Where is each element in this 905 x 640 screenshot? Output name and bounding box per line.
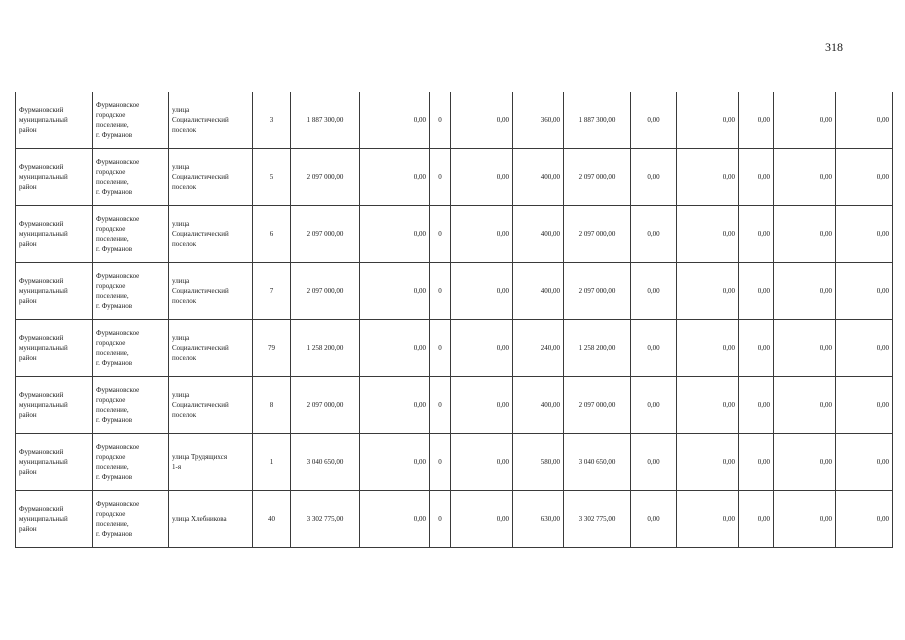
area-cell: 400,00 [513,263,564,320]
table-row [16,491,893,548]
value-cell: 0,00 [774,92,836,149]
value-cell: 0,00 [451,491,513,548]
table-row [16,149,893,206]
house-number-cell: 3 [253,92,291,149]
page-number: 318 [825,40,843,54]
amount-cell: 2 097 000,00 [564,149,631,206]
house-number-cell: 79 [253,320,291,377]
value-cell: 0,00 [677,377,739,434]
house-number-cell: 6 [253,206,291,263]
district-cell: Фурмановский муниципальный район [16,92,93,149]
settlement-cell: Фурмановское городское поселение, г. Фурманов [93,377,169,434]
area-cell: 400,00 [513,149,564,206]
value-cell: 0,00 [451,320,513,377]
value-cell: 0,00 [631,377,677,434]
street-cell: улица Социалистический поселок [169,377,253,434]
amount-cell: 2 097 000,00 [291,149,360,206]
table-row [16,263,893,320]
value-cell: 0,00 [360,149,430,206]
value-cell: 0,00 [451,377,513,434]
value-cell: 0,00 [836,491,893,548]
value-cell: 0,00 [631,491,677,548]
settlement-cell: Фурмановское городское поселение, г. Фурманов [93,434,169,491]
value-cell: 0,00 [836,377,893,434]
settlement-cell: Фурмановское городское поселение, г. Фурманов [93,320,169,377]
amount-cell: 1 887 300,00 [564,92,631,149]
value-cell: 0,00 [774,149,836,206]
street-cell: улица Трудящихся 1-я [169,434,253,491]
settlement-cell: Фурмановское городское поселение, г. Фурманов [93,92,169,149]
street-cell: улица Социалистический поселок [169,206,253,263]
value-cell: 0,00 [451,149,513,206]
value-cell: 0,00 [836,320,893,377]
value-cell: 0,00 [836,206,893,263]
value-cell: 0,00 [451,206,513,263]
district-cell: Фурмановский муниципальный район [16,320,93,377]
house-number-cell: 40 [253,491,291,548]
area-cell: 400,00 [513,377,564,434]
count-cell: 0 [430,491,451,548]
area-cell: 400,00 [513,206,564,263]
value-cell: 0,00 [836,149,893,206]
value-cell: 0,00 [677,434,739,491]
settlement-cell: Фурмановское городское поселение, г. Фурманов [93,206,169,263]
district-cell: Фурмановский муниципальный район [16,263,93,320]
value-cell: 0,00 [774,377,836,434]
table-row [16,206,893,263]
amount-cell: 2 097 000,00 [291,377,360,434]
table-row [16,434,893,491]
count-cell: 0 [430,92,451,149]
value-cell: 0,00 [774,206,836,263]
value-cell: 0,00 [836,92,893,149]
value-cell: 0,00 [739,206,774,263]
district-cell: Фурмановский муниципальный район [16,149,93,206]
area-cell: 240,00 [513,320,564,377]
count-cell: 0 [430,149,451,206]
value-cell: 0,00 [774,263,836,320]
value-cell: 0,00 [677,92,739,149]
value-cell: 0,00 [360,320,430,377]
value-cell: 0,00 [774,320,836,377]
amount-cell: 1 258 200,00 [291,320,360,377]
value-cell: 0,00 [360,92,430,149]
value-cell: 0,00 [631,320,677,377]
value-cell: 0,00 [631,206,677,263]
house-number-cell: 8 [253,377,291,434]
district-cell: Фурмановский муниципальный район [16,206,93,263]
settlement-cell: Фурмановское городское поселение, г. Фурманов [93,263,169,320]
value-cell: 0,00 [836,434,893,491]
value-cell: 0,00 [451,263,513,320]
amount-cell: 3 302 775,00 [564,491,631,548]
amount-cell: 1 258 200,00 [564,320,631,377]
area-cell: 630,00 [513,491,564,548]
value-cell: 0,00 [631,149,677,206]
value-cell: 0,00 [836,263,893,320]
value-cell: 0,00 [360,263,430,320]
value-cell: 0,00 [739,434,774,491]
value-cell: 0,00 [451,434,513,491]
amount-cell: 3 040 650,00 [291,434,360,491]
count-cell: 0 [430,377,451,434]
district-cell: Фурмановский муниципальный район [16,377,93,434]
district-cell: Фурмановский муниципальный район [16,434,93,491]
settlement-cell: Фурмановское городское поселение, г. Фурманов [93,149,169,206]
value-cell: 0,00 [360,206,430,263]
value-cell: 0,00 [677,320,739,377]
house-number-cell: 7 [253,263,291,320]
amount-cell: 2 097 000,00 [564,377,631,434]
value-cell: 0,00 [631,434,677,491]
amount-cell: 2 097 000,00 [564,263,631,320]
street-cell: улица Социалистический поселок [169,263,253,320]
value-cell: 0,00 [631,92,677,149]
street-cell: улица Социалистический поселок [169,320,253,377]
value-cell: 0,00 [677,491,739,548]
value-cell: 0,00 [739,320,774,377]
house-number-cell: 5 [253,149,291,206]
area-cell: 580,00 [513,434,564,491]
value-cell: 0,00 [677,206,739,263]
housing-table [15,92,893,548]
amount-cell: 3 302 775,00 [291,491,360,548]
value-cell: 0,00 [739,491,774,548]
value-cell: 0,00 [360,377,430,434]
count-cell: 0 [430,206,451,263]
area-cell: 360,00 [513,92,564,149]
table-row [16,377,893,434]
value-cell: 0,00 [774,434,836,491]
count-cell: 0 [430,320,451,377]
value-cell: 0,00 [739,263,774,320]
settlement-cell: Фурмановское городское поселение, г. Фурманов [93,491,169,548]
value-cell: 0,00 [360,491,430,548]
value-cell: 0,00 [677,149,739,206]
street-cell: улица Хлебникова [169,491,253,548]
district-cell: Фурмановский муниципальный район [16,491,93,548]
value-cell: 0,00 [677,263,739,320]
value-cell: 0,00 [774,491,836,548]
amount-cell: 1 887 300,00 [291,92,360,149]
value-cell: 0,00 [631,263,677,320]
street-cell: улица Социалистический поселок [169,92,253,149]
amount-cell: 3 040 650,00 [564,434,631,491]
value-cell: 0,00 [739,149,774,206]
amount-cell: 2 097 000,00 [564,206,631,263]
value-cell: 0,00 [739,377,774,434]
table-row [16,320,893,377]
count-cell: 0 [430,263,451,320]
street-cell: улица Социалистический поселок [169,149,253,206]
value-cell: 0,00 [739,92,774,149]
value-cell: 0,00 [360,434,430,491]
table-row [16,92,893,149]
count-cell: 0 [430,434,451,491]
amount-cell: 2 097 000,00 [291,206,360,263]
amount-cell: 2 097 000,00 [291,263,360,320]
house-number-cell: 1 [253,434,291,491]
value-cell: 0,00 [451,92,513,149]
